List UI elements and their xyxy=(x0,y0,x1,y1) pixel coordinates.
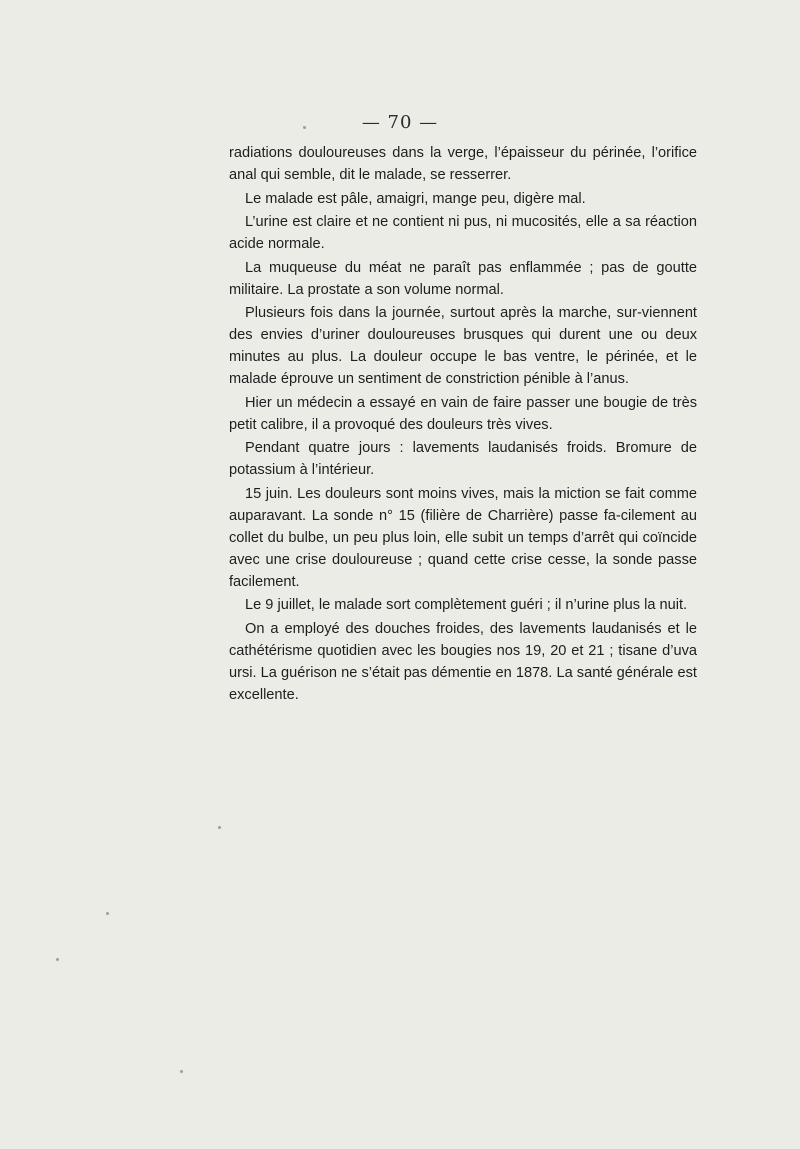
paper-speck xyxy=(56,958,59,961)
paragraph: Hier un médecin a essayé en vain de faire passer une bougie de très petit calibre, il a provoqué des douleurs très vives. xyxy=(229,394,697,433)
paragraph: L’urine est claire et ne contient ni pus, ni mucosités, elle a sa réaction acide normale. xyxy=(229,214,697,252)
page-number: — 70 — xyxy=(361,112,439,133)
paragraph: La muqueuse du méat ne paraît pas enflammée ; pas de goutte militaire. La prostate a son volume normal. xyxy=(229,259,697,298)
paragraph: Pendant quatre jours : lavements laudanisés froids. Bromure de potassium à l’intérieur. xyxy=(229,440,697,478)
paragraph: radiations douloureuses dans la verge, l’épaisseur du périnée, l’orifice anal qui semble, dit le malade, se resserrer. xyxy=(229,145,697,183)
paragraph: Plusieurs fois dans la journée, surtout après la marche, sur-viennent des envies d’uriner douloureuses brusques qui durent une ou deux minutes au plus. La douleur occupe le bas ventre, le périnée, et le malade éprouve un sentiment de constriction pénible à l’anus. xyxy=(229,305,697,387)
paragraph: 15 juin. Les douleurs sont moins vives, mais la miction se fait comme auparavant. La sonde n° 15 (filière de Charrière) passe fa-cilement au collet du bulbe, un peu plus loin, elle subit un temps d’arrêt qui coïncide avec une crise douloureuse ; quand cette crise cesse, la sonde passe facilement. xyxy=(229,485,697,590)
paper-speck xyxy=(303,126,306,129)
paragraph: Le malade est pâle, amaigri, mange peu, digère mal. xyxy=(245,190,586,207)
paper-speck xyxy=(180,1070,183,1073)
paragraph: Le 9 juillet, le malade sort complètement guéri ; il n’urine plus la nuit. xyxy=(245,597,688,613)
paragraph: On a employé des douches froides, des lavements laudanisés et le cathétérisme quotidien avec les bougies nos 19, 20 et 21 ; tisane d’uva ursi. La guérison ne s’était pas démentie en 1878. La santé générale est excellente. xyxy=(229,620,697,703)
paper-speck xyxy=(106,912,109,915)
paper-speck xyxy=(218,826,221,829)
body-text xyxy=(229,142,697,707)
